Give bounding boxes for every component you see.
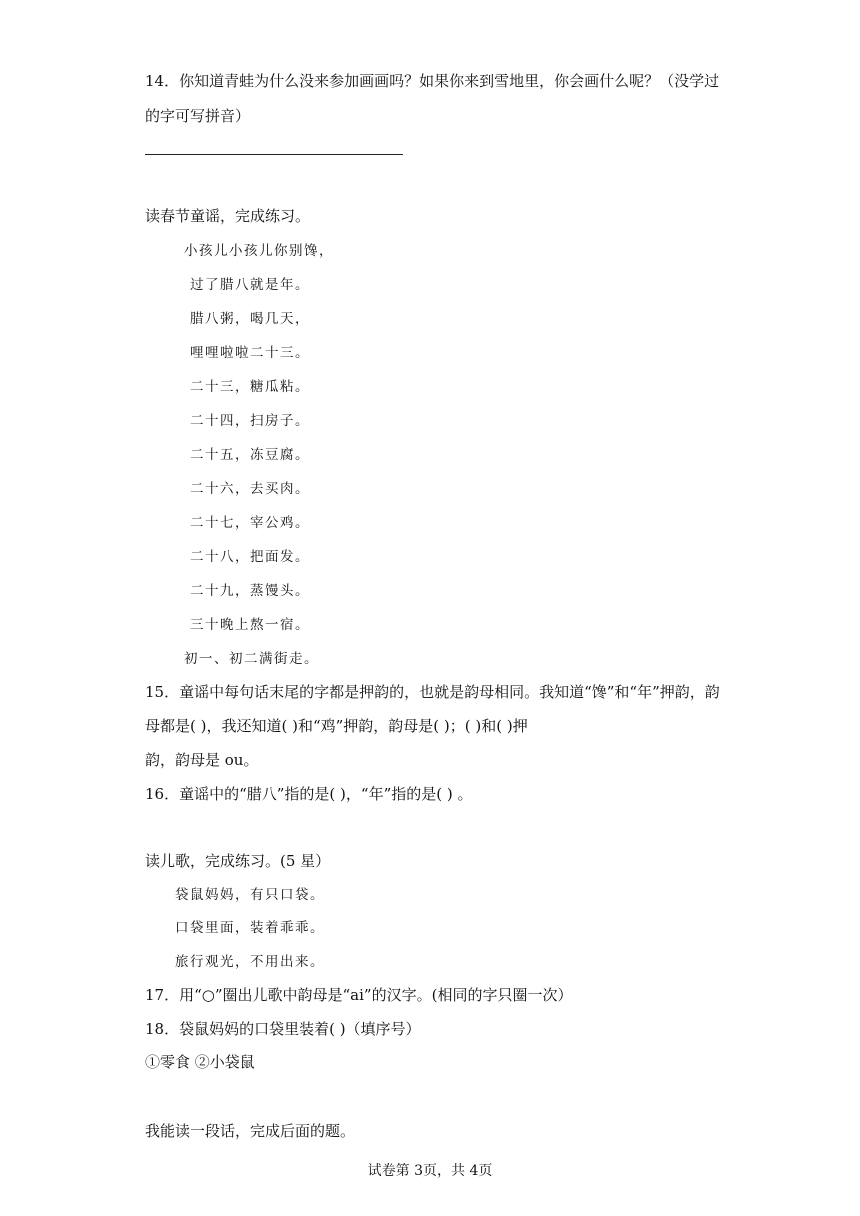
section-2-intro: 读儿歌，完成练习。(5 星） (145, 852, 331, 870)
poem-line: 旅行观光，不用出来。 (175, 954, 325, 970)
poem-line: 二十三，糖瓜粘。 (190, 379, 310, 395)
poem-line: 初一、初二满街走。 (184, 651, 319, 667)
poem-line: 口袋里面，装着乖乖。 (175, 920, 325, 936)
poem-line: 二十六，去买肉。 (190, 481, 310, 497)
poem-line: 过了腊八就是年。 (190, 277, 310, 293)
poem-line: 小孩儿小孩儿你别馋， (184, 243, 334, 259)
poem-line: 腊八粥，喝几天， (190, 311, 310, 327)
q18-options: ①零食 ②小袋鼠 (145, 1053, 255, 1071)
question-17: 17．用“○”圈出儿歌中韵母是“ai”的汉字。(相同的字只圈一次） (145, 986, 573, 1004)
answer-blank-line[interactable] (145, 154, 403, 155)
q14-line-2: 的字可写拼音） (145, 107, 251, 125)
poem-line: 二十四，扫房子。 (190, 413, 310, 429)
q15-line-2: 母都是( )，我还知道( )和“鸡”押韵，韵母是( )；( )和( )押 (145, 717, 528, 735)
page-footer: 试卷第 3页，共 4页 (367, 1163, 493, 1179)
poem-line: 二十九，蒸馒头。 (190, 583, 310, 599)
q15-line-1: 15．童谣中每句话末尾的字都是押韵的，也就是韵母相同。我知道“馋”和“年”押韵，韵 (145, 683, 720, 701)
poem-line: 二十八，把面发。 (190, 549, 310, 565)
poem-line: 哩哩啦啦二十三。 (190, 345, 310, 361)
section-1-intro: 读春节童谣，完成练习。 (145, 207, 311, 225)
poem-line: 二十七，宰公鸡。 (190, 515, 310, 531)
q18-question: 18．袋鼠妈妈的口袋里装着( )（填序号） (145, 1020, 421, 1038)
poem-line: 三十晚上熬一宿。 (190, 617, 310, 633)
section-3-intro: 我能读一段话，完成后面的题。 (145, 1122, 356, 1140)
q14-line-1: 14．你知道青蛙为什么没来参加画画吗？如果你来到雪地里，你会画什么呢？（没学过 (145, 72, 720, 90)
poem-line: 二十五，冻豆腐。 (190, 447, 310, 463)
question-16: 16．童谣中的“腊八”指的是( )，“年”指的是( ) 。 (145, 785, 473, 803)
q15-line-3: 韵，韵母是 ou。 (145, 751, 259, 769)
poem-line: 袋鼠妈妈，有只口袋。 (175, 887, 325, 903)
